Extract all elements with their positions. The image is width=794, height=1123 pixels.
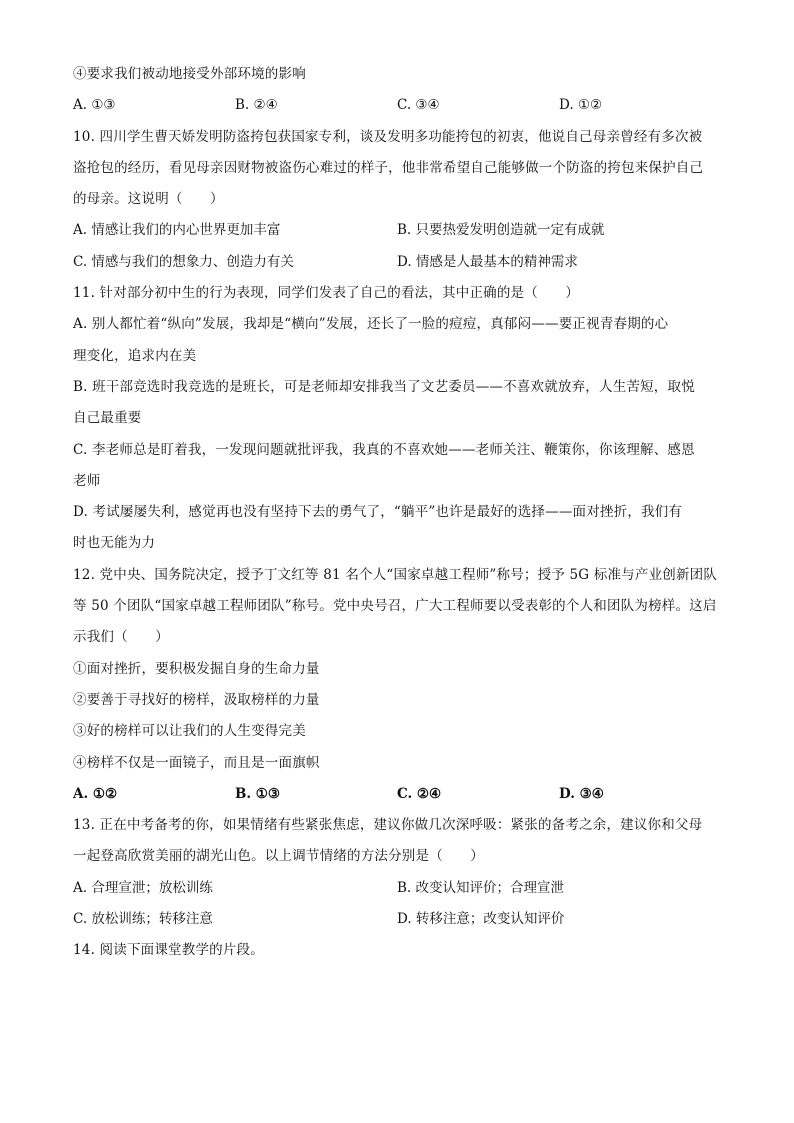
q13-stem-line-2: 一起登高欣赏美丽的湖光山色。以上调节情绪的方法分别是（ ）: [73, 848, 484, 865]
q11-option-d-line-1: D. 考试屡屡失利，感觉再也没有坚持下去的勇气了，“躺平”也许是最好的选择——面对挫折，我们有: [73, 504, 683, 521]
q11-option-d-line-2: 时也无能为力: [73, 535, 156, 552]
q10-option-d: D. 情感是人最基本的精神需求: [397, 253, 578, 270]
q12-option-b: B. ①③: [235, 785, 281, 802]
q12-item-1: ①面对挫折，要积极发掘自身的生命力量: [73, 660, 320, 677]
q11-option-c-line-1: C. 李老师总是盯着我，一发现问题就批评我，我真的不喜欢她——老师关注、鞭策你，你该理解、感恩: [73, 441, 695, 458]
q13-options-row-1: [73, 878, 723, 898]
q12-option-c: C. ②④: [397, 785, 442, 802]
q13-option-b: B. 改变认知评价；合理宣泄: [397, 879, 565, 896]
q12-item-2: ②要善于寻找好的榜样，汲取榜样的力量: [73, 691, 320, 708]
q10-options-row-2: [73, 252, 723, 272]
q12-item-3: ③好的榜样可以让我们的人生变得完美: [73, 723, 306, 740]
exam-page: [73, 64, 723, 972]
q13-option-a: A. 合理宣泄；放松训练: [73, 879, 213, 896]
q9-options: [73, 95, 723, 115]
q13-stem-line-1: 13. 正在中考备考的你，如果情绪有些紧张焦虑，建议你做几次深呼吸：紧张的备考之余，建议你和父母: [73, 817, 703, 834]
q9-option-d: D. ①②: [559, 97, 603, 114]
q9-item-4: ④要求我们被动地接受外部环境的影响: [73, 66, 306, 82]
q13-options-row-2: [73, 909, 723, 929]
q10-option-b: B. 只要热爱发明创造就一定有成就: [397, 222, 605, 239]
q11-option-a-line-1: A. 别人都忙着“纵向”发展，我却是“横向”发展，还长了一脸的痘痘，真郁闷——要正视青春期的心: [73, 316, 669, 333]
q12-option-d: D. ③④: [559, 785, 604, 802]
q9-option-c: C. ③④: [397, 97, 440, 114]
q12-stem-line-3: 示我们（ ）: [73, 629, 169, 646]
q11-option-b-line-2: 自己最重要: [73, 410, 142, 427]
q13-option-c: C. 放松训练；转移注意: [73, 911, 213, 928]
q10-option-c: C. 情感与我们的想象力、创造力有关: [73, 253, 294, 270]
q14-stem: 14. 阅读下面课堂教学的片段。: [73, 942, 264, 959]
q12-item-4: ④榜样不仅是一面镜子，而且是一面旗帜: [73, 754, 320, 771]
q12-options: [73, 784, 723, 804]
q9-option-a: A. ①③: [73, 97, 116, 114]
q11-option-a-line-2: 理变化，追求内在美: [73, 347, 197, 364]
q9-option-b: B. ②④: [235, 97, 278, 114]
q10-options-row-1: [73, 220, 723, 240]
q13-option-d: D. 转移注意；改变认知评价: [397, 911, 565, 928]
q12-option-a: A. ①②: [73, 785, 118, 802]
q10-stem-line-3: 的母亲。这说明（ ）: [73, 191, 224, 208]
q11-option-b-line-1: B. 班干部竞选时我竞选的是班长，可是老师却安排我当了文艺委员——不喜欢就放弃，人生苦短，取悦: [73, 378, 695, 395]
q12-stem-line-2: 等 50 个团队“国家卓越工程师团队”称号。党中央号召，广大工程师要以受表彰的个人和团队为榜样。这启: [73, 598, 717, 615]
q10-stem-line-1: 10. 四川学生曹天娇发明防盗挎包获国家专利，谈及发明多功能挎包的初衷，他说自己母亲曾经有多次被: [73, 128, 703, 145]
q10-stem-line-2: 盗抢包的经历，看见母亲因财物被盗伤心难过的样子，他非常希望自己能够做一个防盗的挎包来保护自己: [73, 159, 704, 176]
q12-stem-line-1: 12. 党中央、国务院决定，授予丁文红等 81 名个人“国家卓越工程师”称号；授予 5G 标准与产业创新团队: [73, 566, 718, 583]
q11-option-c-line-2: 老师: [73, 472, 101, 489]
q11-stem: 11. 针对部分初中生的行为表现，同学们发表了自己的看法，其中正确的是（ ）: [73, 285, 580, 302]
q10-option-a: A. 情感让我们的内心世界更加丰富: [73, 222, 281, 239]
